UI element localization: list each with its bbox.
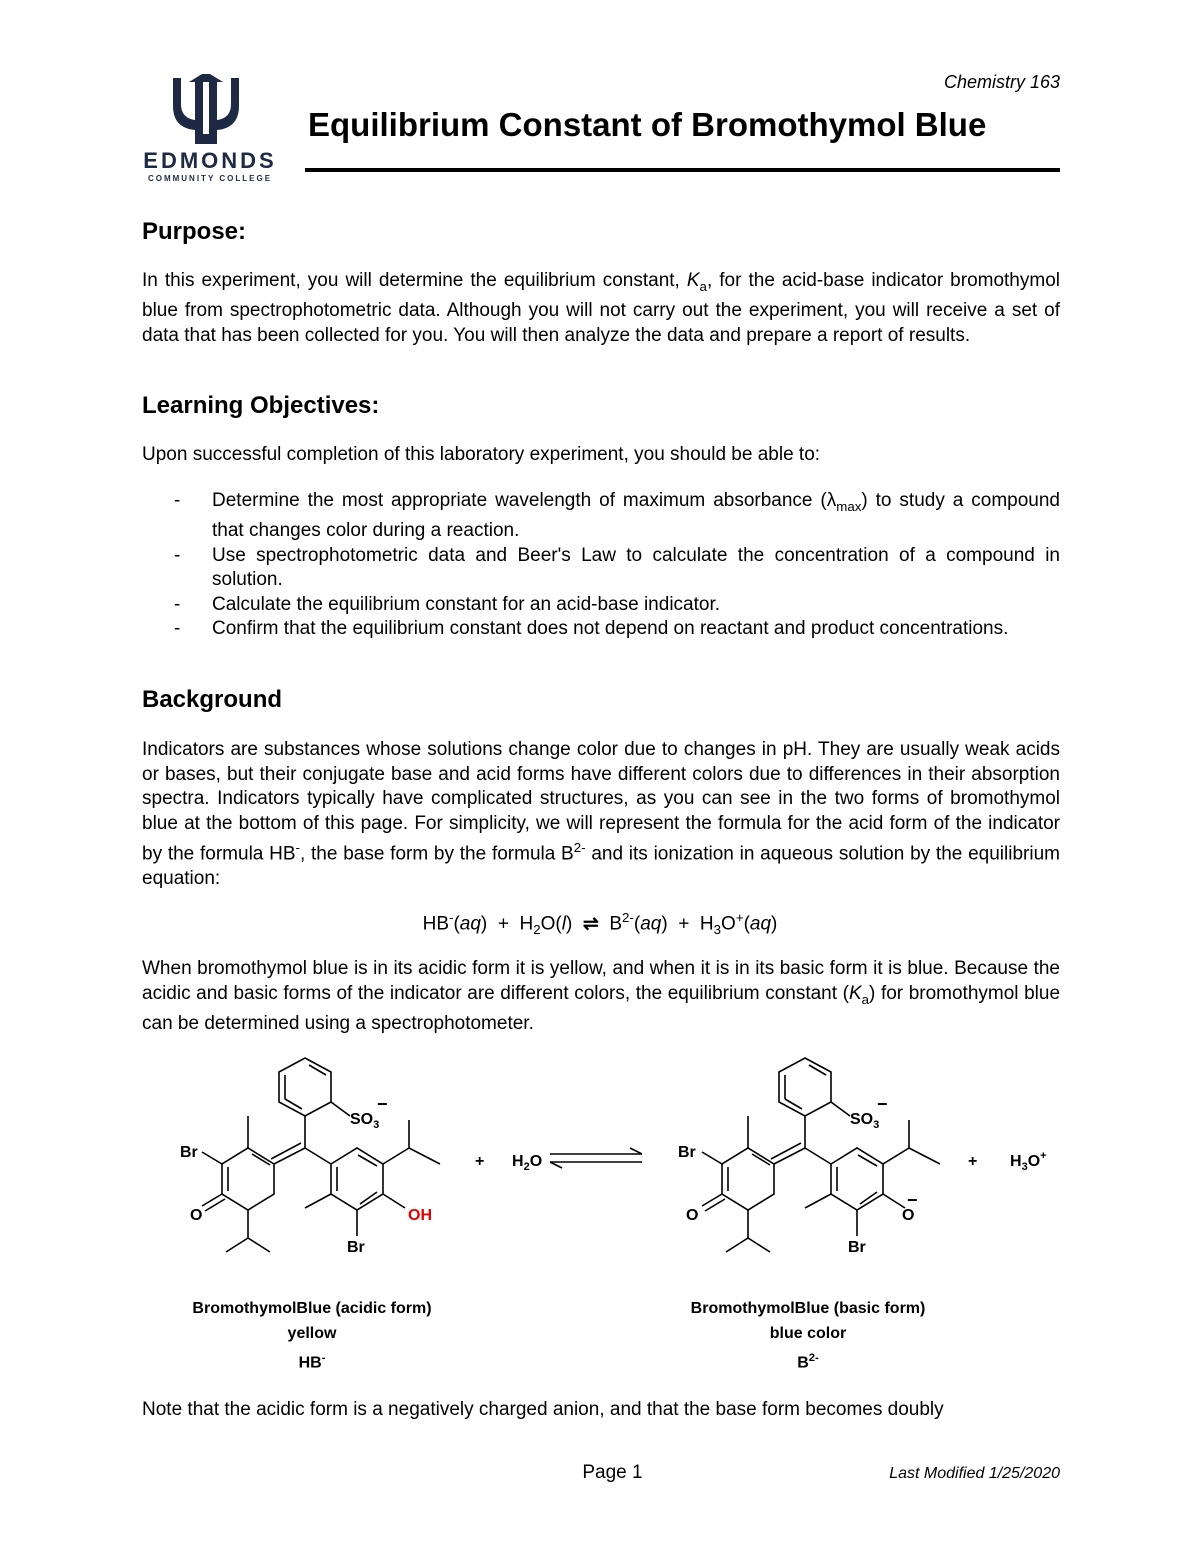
purpose-paragraph: In this experiment, you will determine the equilibrium constant, $K_a$, for the acid-base indicator bromothymol blue from spectrophotometric data. Although you will not carry out the experiment, you will receive a set of data that has been collected for you. You will then analyze the data and prepare a report of results. [142,270,1060,346]
title-rule [305,168,1060,172]
last-modified: Last Modified 1/25/2020 [889,1465,1060,1482]
purpose-heading: Purpose: [142,218,247,245]
equilibrium-arrow: ⇌ [582,913,599,935]
objectives-intro: Upon successful completion of this laboratory experiment, you should be able to: [142,444,821,465]
equilibrium-equation: $HB^-(aq) + H_2O(l)$ ⇌ $B^{2-}(aq) + H_3O^+(aq)$ [422,910,778,938]
br-label-base-2: Br [848,1239,866,1256]
br-label-base-1: Br [678,1144,696,1161]
objectives-heading: Learning Objectives: [142,392,380,419]
phenoxide-charge: − [907,1190,918,1210]
list-item: - Use spectrophotometric data and Beer's Law to calculate the concentration of a compound in solution. [174,544,1060,591]
background-heading: Background [142,686,283,713]
acid-form-caption: BromothymolBlue (acidic form) yellow HB- [192,1300,432,1372]
college-logo [142,74,278,183]
note-paragraph: Note that the acidic form is a negatively charged anion, and that the base form becomes doubly [142,1399,944,1420]
course-label: Chemistry 163 [943,72,1060,92]
so3-label-base: $SO_3$ [850,1111,880,1131]
plus-sign-2: + [968,1153,978,1170]
so3-charge-acid: − [377,1094,388,1114]
trident-icon [165,74,255,144]
structures-figure [150,1048,1080,1288]
page-title: Equilibrium Constant of Bromothymol Blue [308,106,987,143]
phenoxide-label: O [902,1207,915,1224]
equilibrium-half-arrows [550,1148,642,1168]
page-number: Page 1 [582,1462,643,1483]
water-label: $H_2O$ [512,1153,543,1173]
logo-subtitle: COMMUNITY COLLEGE [147,174,273,183]
objectives-list [142,489,1060,642]
so3-charge-base: − [877,1094,888,1114]
br-label-acid-2: Br [347,1239,365,1256]
hydronium-label: $H_3O^+$ [1010,1150,1047,1173]
list-item: - Calculate the equilibrium constant for an acid-base indicator. [174,593,721,615]
plus-sign-1: + [475,1153,485,1170]
oh-label: OH [408,1207,432,1224]
base-form-caption: BromothymolBlue (basic form) blue color $B^{2-}$ [690,1300,926,1372]
background-paragraph-2: When bromothymol blue is in its acidic form it is yellow, and when it is in its basic form it is blue. Because the acidic and basic forms of the indicator are different colors, the equilibrium constant $(K_a)$ for bromothymol blue can be determined using a spectrophotometer. [142,958,1061,1034]
logo-name: EDMONDS [143,148,277,173]
list-item: - Determine the most appropriate wavelength of maximum absorbance $(\lambda_{max})$ to study a compound that changes color during a reaction. [174,490,1060,542]
oxygen-label-base: O [686,1207,699,1224]
list-item: - Confirm that the equilibrium constant does not depend on reactant and product concentrations. [174,618,1009,640]
acid-structure-bonds [202,1058,440,1252]
background-paragraph-1: Indicators are substances whose solutions change color due to changes in pH. They are usually weak acids or bases, but their conjugate base and acid forms have different colors due to differences in their absorption spectra. Indicators typically have complicated structures, as you can see in the two forms of bromothymol blue at the bottom of this page. For simplicity, we will represent the formula for the acid form of the indicator by the formula HB-, the base form by the formula $B^{2-}$ and its ionization in aqueous solution by the equilibrium equation: [142,739,1060,889]
br-label-acid-1: Br [180,1144,198,1161]
so3-label-acid: $SO_3$ [350,1111,380,1131]
oxygen-label-acid: O [190,1207,203,1224]
reaction-diagram [150,1048,1080,1288]
